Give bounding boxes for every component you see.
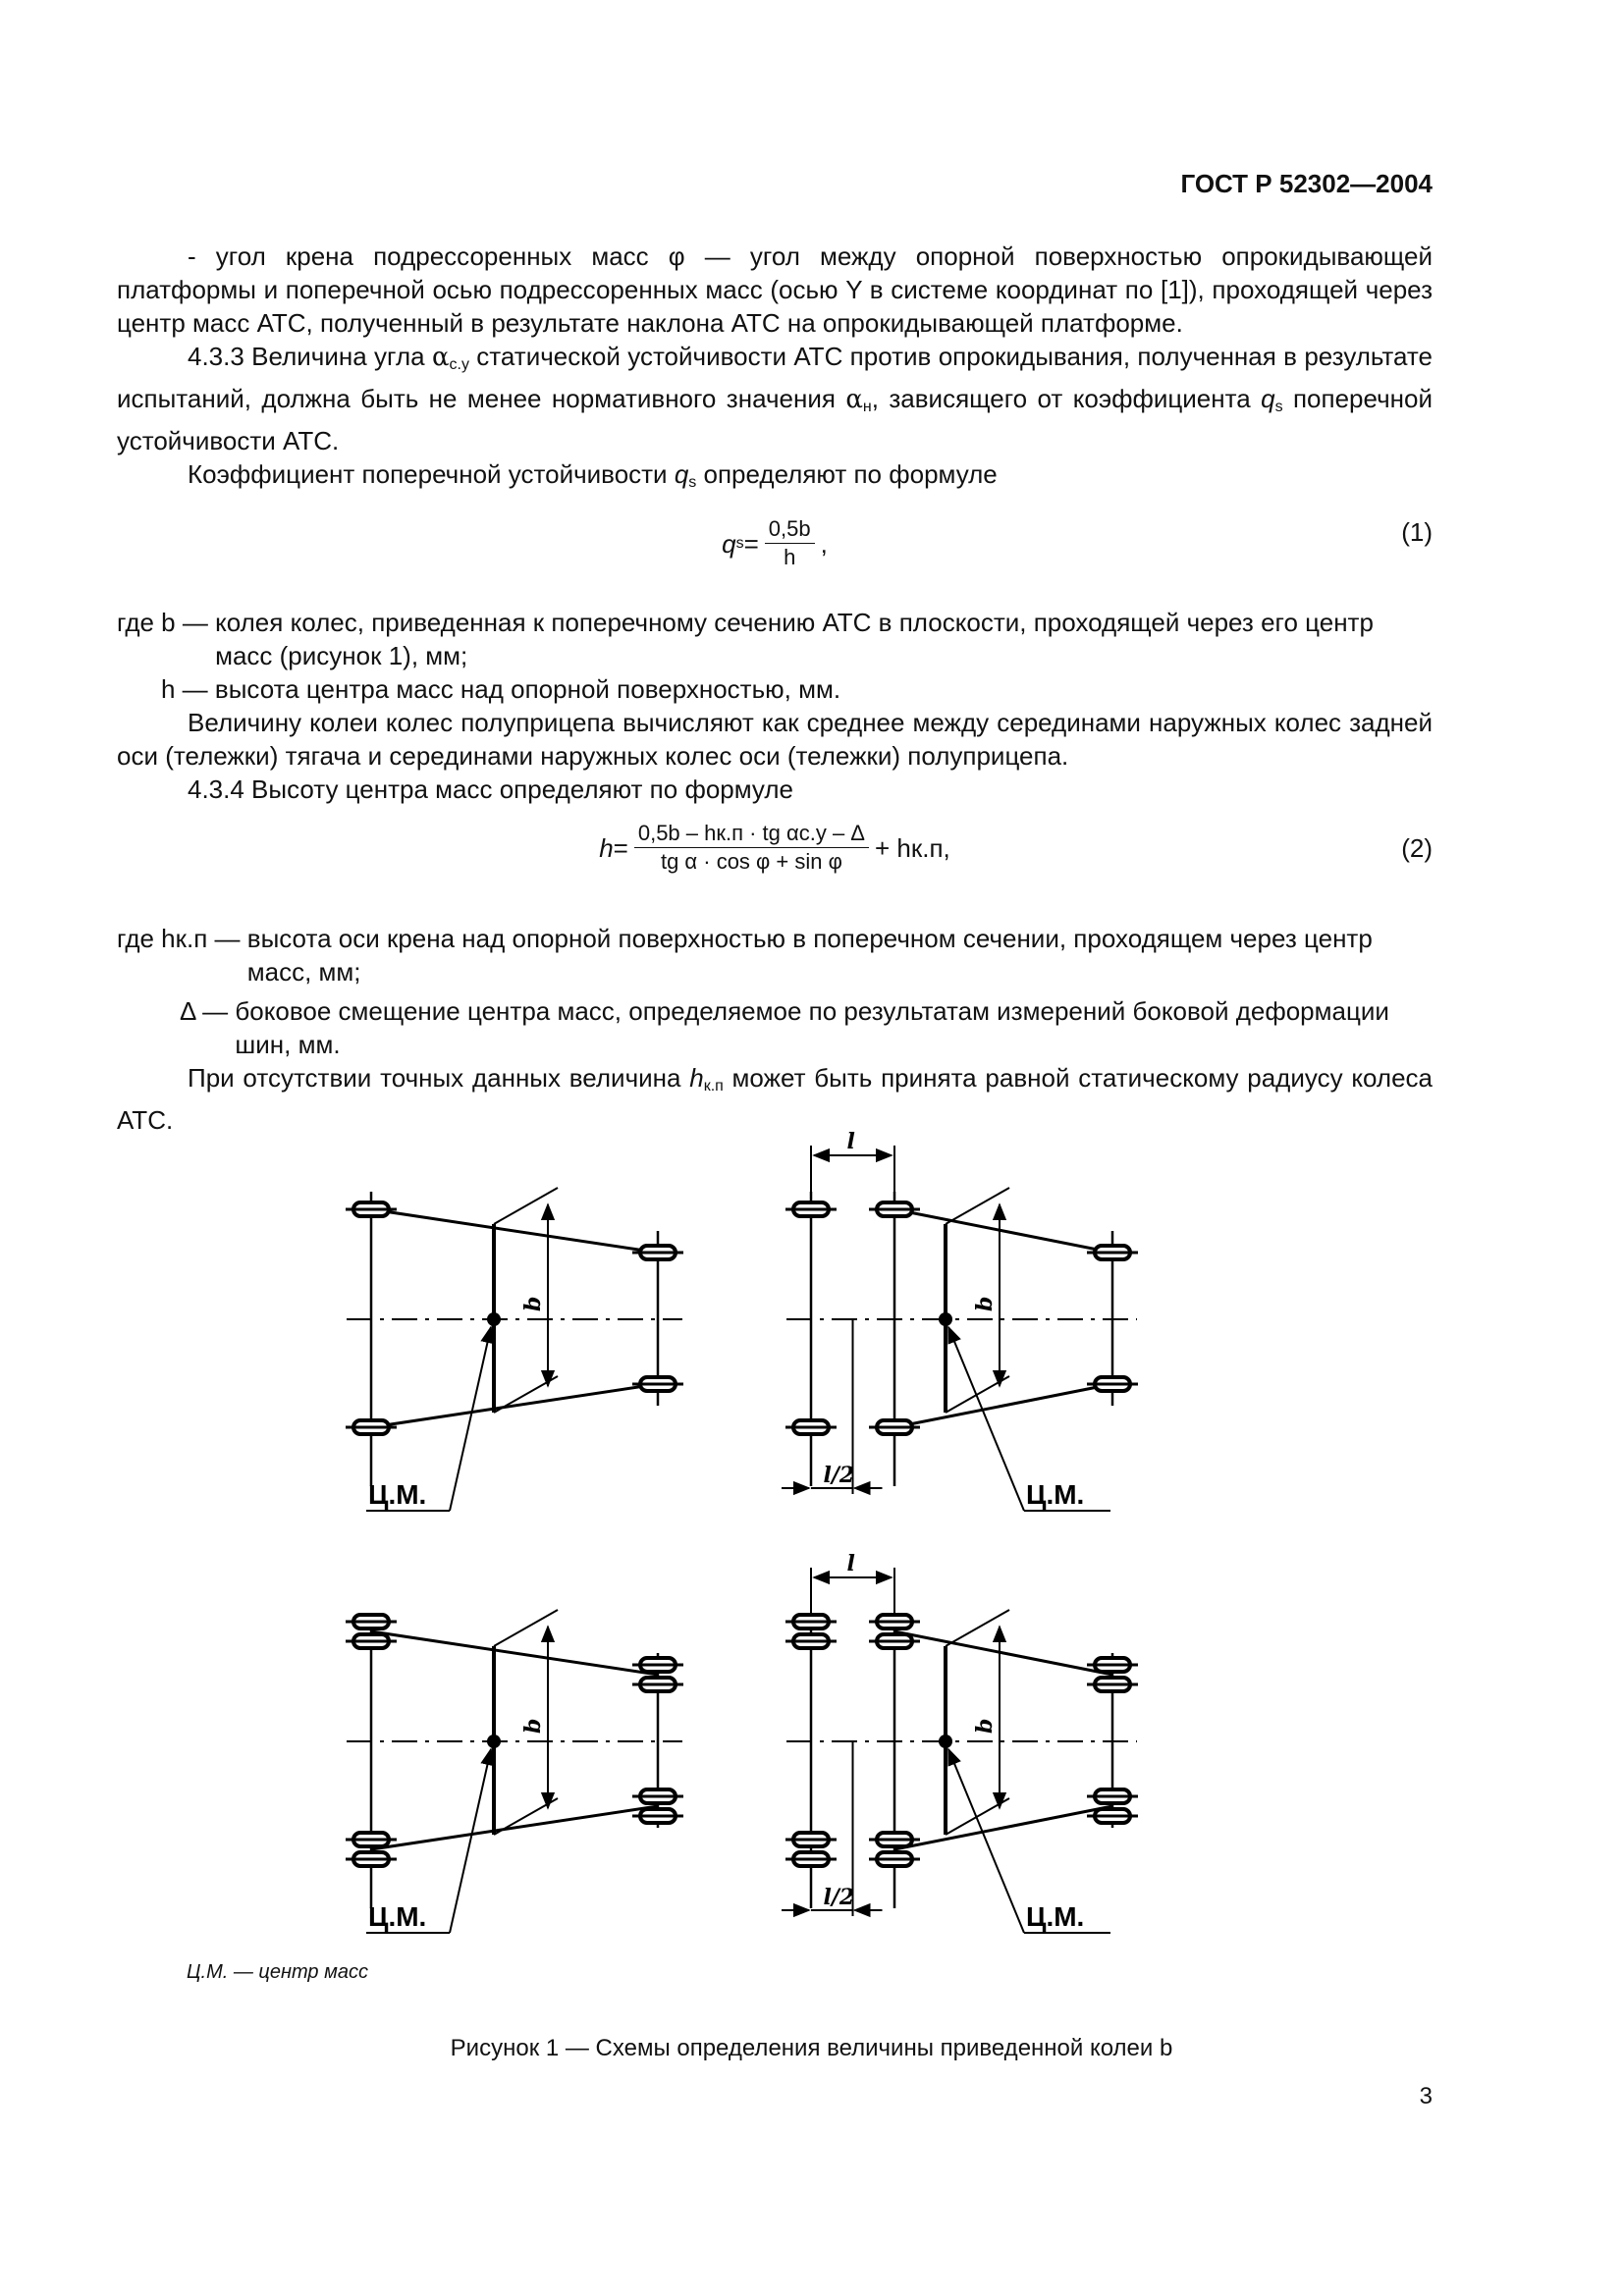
where-hkp: где hк.п — высота оси крена над опорной поверхностью в поперечном сечении, проходящем через центр масс, мм;: [117, 924, 1373, 987]
scheme-3-b-label: b: [520, 1718, 546, 1734]
where-b: где b — колея колес, приведенная к поперечному сечению АТС в плоскости, проходящей через его центр масс (рисунок 1), мм;: [117, 608, 1374, 670]
scheme-2-l-label: l: [846, 1129, 855, 1154]
scheme-2-cm-leader: [948, 1327, 1024, 1511]
where-delta: Δ — боковое смещение центра масс, определяемое по результатам измерений боковой деформации шин, мм.: [180, 996, 1389, 1059]
page-number: 3: [1419, 2083, 1433, 2109]
scheme-4-cm-label: Ц.М.: [1026, 1901, 1085, 1932]
scheme-4-b-label: b: [972, 1718, 998, 1734]
formula-1-number: (1): [1401, 517, 1433, 547]
scheme-1-track-bottom: [371, 1384, 658, 1427]
paragraph-semitrailer: Величину колеи колес полуприцепа вычисляют как среднее между серединами наружных колес задней оси (тележки) тягача и серединами наружных колес оси (тележки) полуприцепа.: [117, 708, 1433, 771]
scheme-2-cm-label: Ц.М.: [1026, 1479, 1085, 1510]
scheme-3-track-top: [371, 1631, 658, 1675]
scheme-4-cm-point: [939, 1735, 952, 1748]
scheme-4-track-bottom: [894, 1806, 1112, 1849]
scheme-2-l2-label: l/2: [823, 1463, 855, 1488]
paragraph-4-3-3: 4.3.3 Величина угла $\alpha_{с.у}$ статической устойчивости АТС против опрокидывания, полученная в результате испытаний, должна быть не менее нормативного значения $\alpha_н$, зависящего от коэффициента $q_s$ поперечной устойчивости АТС.: [117, 342, 1434, 455]
paragraph-coefficient: Коэффициент поперечной устойчивости $q_s$ определяют по формуле: [188, 459, 998, 491]
where-h: h — высота центра масс над опорной поверхностью, мм.: [161, 674, 841, 704]
formula-1-fraction: $\frac{0,5b}{h}$: [765, 515, 815, 571]
scheme-4-l-label: l: [846, 1551, 855, 1576]
scheme-3-cm-point: [487, 1735, 501, 1748]
formula-2: h = $\frac{\text{0,5b – hк.п · tg αс.у – Δ}}{\text{tg α · cos φ + sin φ}}$ + hк.п, (2): [599, 821, 1433, 874]
formula-2-fraction: $\frac{\text{0,5b – hк.п · tg αс.у – Δ}}{\text{tg α · cos φ + sin φ}}$: [634, 820, 869, 876]
figure-note: Ц.М. — центр масс: [187, 1961, 368, 1983]
scheme-3-track-bottom: [371, 1806, 658, 1849]
scheme-3-cm-leader: [450, 1749, 491, 1933]
scheme-2-cm-point: [939, 1312, 952, 1326]
paragraph-roll-angle: - угол крена подрессоренных масс φ — угол между опорной поверхностью опрокидывающей платформы и поперечной осью подрессоренных масс (осью Y в системе координат по [1]), проходящей через центр масс АТС, полученный в результате наклона АТС на опрокидывающей платформе.: [117, 241, 1433, 338]
scheme-1-track-top: [371, 1209, 658, 1253]
scheme-1-b-label: b: [520, 1296, 546, 1311]
scheme-4-l2-label: l/2: [823, 1885, 855, 1910]
scheme-3-cm-label: Ц.М.: [368, 1901, 427, 1932]
scheme-2-track-bottom: [894, 1384, 1112, 1427]
scheme-1-cm-label: Ц.М.: [368, 1479, 427, 1510]
formula-2-number: (2): [1401, 833, 1433, 863]
scheme-4-track-top: [894, 1631, 1112, 1675]
scheme-1-cm-leader: [450, 1327, 491, 1511]
figure-caption: Рисунок 1 — Схемы определения величины приведенной колеи b: [450, 2035, 1173, 2061]
paragraph-hkp-note: При отсутствии точных данных величина $h_{к.п}$ может быть принята равной статическому радиусу колеса АТС.: [117, 1063, 1433, 1135]
paragraph-4-3-4: 4.3.4 Высоту центра масс определяют по формуле: [188, 774, 793, 804]
scheme-2-b-label: b: [972, 1296, 998, 1311]
scheme-1-cm-point: [487, 1312, 501, 1326]
scheme-2-track-top: [894, 1209, 1112, 1253]
formula-1: q s = $\frac{0,5b}{h}$ , (1): [722, 516, 1433, 569]
scheme-4-cm-leader: [948, 1749, 1024, 1933]
document-id-header: ГОСТ Р 52302—2004: [1180, 169, 1433, 198]
